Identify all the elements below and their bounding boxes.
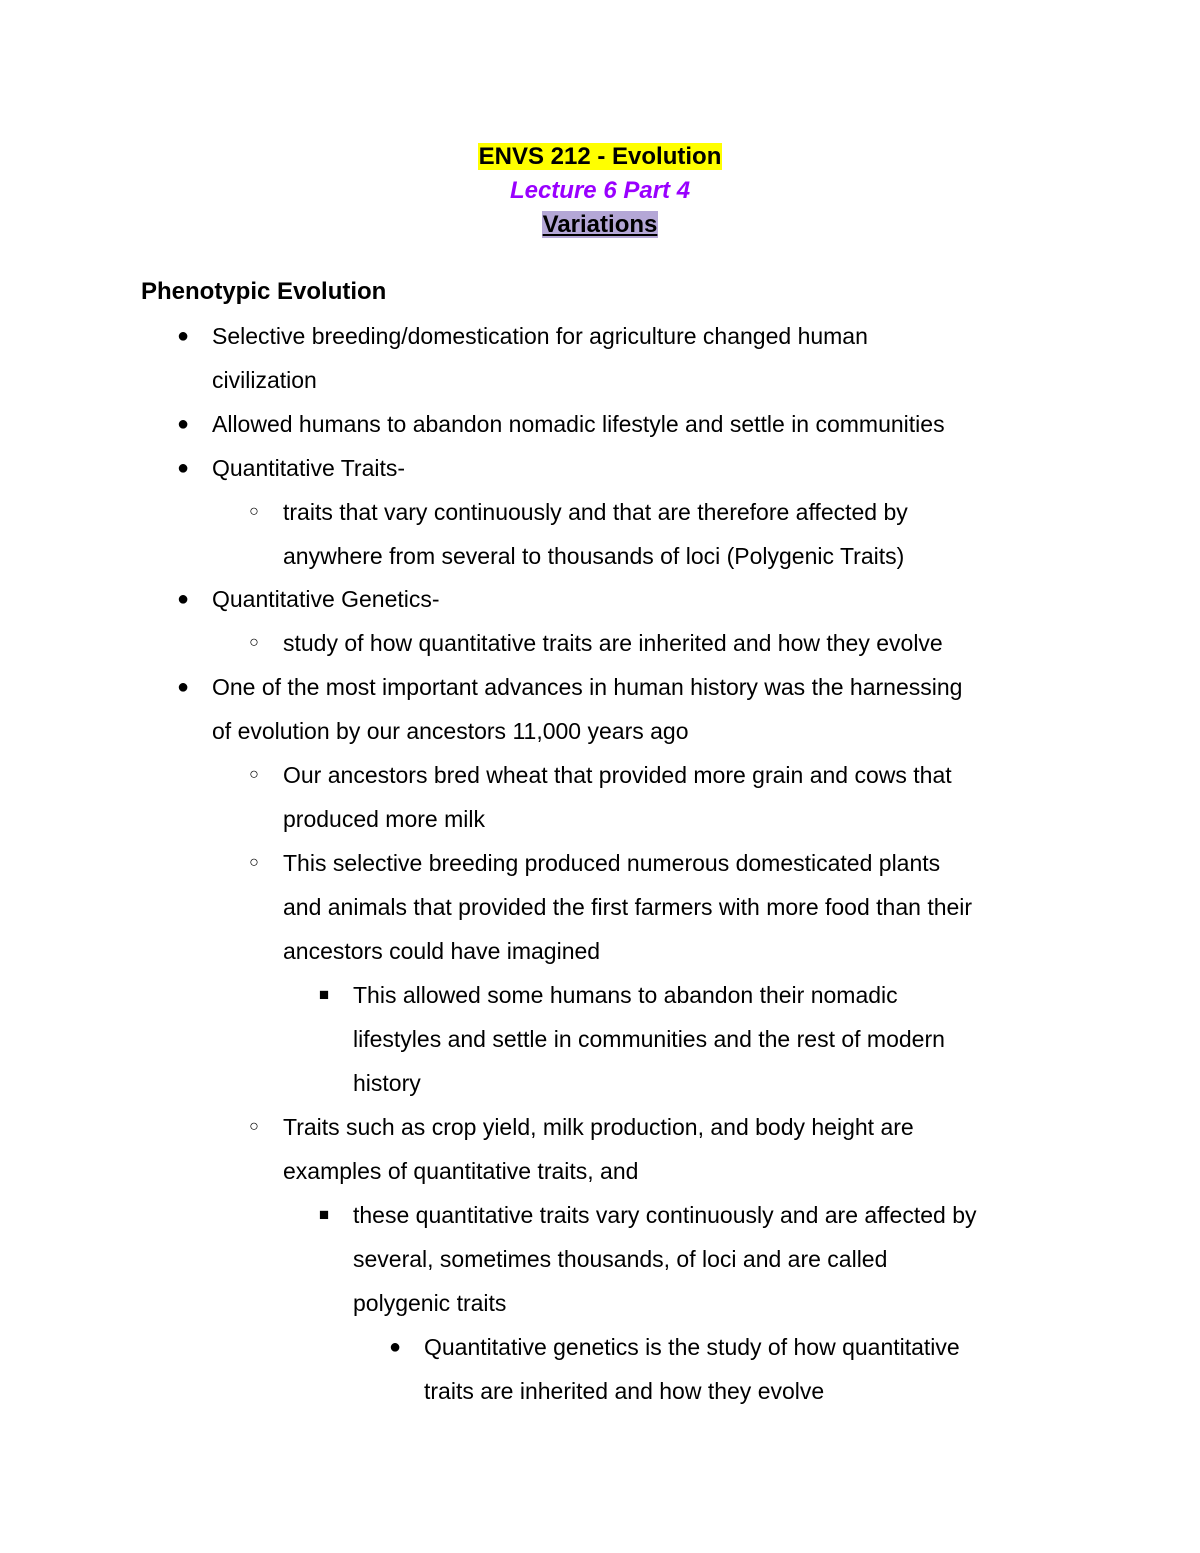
list-item: and animals that provided the first farmers with more food than their xyxy=(283,894,973,920)
list-item: Selective breeding/domestication for agriculture changed human xyxy=(212,323,868,349)
list-item: traits that vary continuously and that are therefore affected by xyxy=(283,499,908,525)
list-item: Quantitative Traits- xyxy=(212,455,406,481)
list-item: civilization xyxy=(212,367,317,393)
bullet-disc-icon: ● xyxy=(176,457,190,479)
bullet-circle-icon: ○ xyxy=(249,854,259,871)
list-item: Quantitative Genetics- xyxy=(212,586,440,612)
list-item: lifestyles and settle in communities and the rest of modern xyxy=(353,1026,945,1052)
bullet-disc-icon: ● xyxy=(176,325,190,347)
list-item: examples of quantitative traits, and xyxy=(283,1158,639,1184)
bullet-square-icon: ■ xyxy=(318,1205,330,1224)
bullet-square-icon: ■ xyxy=(318,985,330,1004)
list-item: produced more milk xyxy=(283,806,485,832)
list-item: One of the most important advances in human history was the harnessing xyxy=(212,674,963,700)
list-item: Our ancestors bred wheat that provided more grain and cows that xyxy=(283,762,952,788)
list-item: several, sometimes thousands, of loci and are called xyxy=(353,1246,888,1272)
section-heading: Phenotypic Evolution xyxy=(141,278,387,305)
topic-title: Variations xyxy=(542,211,658,238)
bullet-circle-icon: ○ xyxy=(249,1118,259,1135)
list-item: Allowed humans to abandon nomadic lifestyle and settle in communities xyxy=(212,411,945,437)
bullet-circle-icon: ○ xyxy=(249,503,259,520)
list-item: ancestors could have imagined xyxy=(283,938,601,964)
list-item: traits are inherited and how they evolve xyxy=(424,1378,825,1404)
list-item: study of how quantitative traits are inherited and how they evolve xyxy=(283,630,943,656)
title-block xyxy=(0,139,1200,241)
list-item: polygenic traits xyxy=(353,1290,507,1316)
list-item: This selective breeding produced numerous domesticated plants xyxy=(283,850,941,876)
bullet-disc-icon: ● xyxy=(176,676,190,698)
bullet-circle-icon: ○ xyxy=(249,766,259,783)
list-item: these quantitative traits vary continuously and are affected by xyxy=(353,1202,977,1228)
list-item: Quantitative genetics is the study of how quantitative xyxy=(424,1334,960,1360)
list-item: This allowed some humans to abandon their nomadic xyxy=(353,982,898,1008)
course-title: ENVS 212 - Evolution xyxy=(478,143,722,170)
list-item: anywhere from several to thousands of loci (Polygenic Traits) xyxy=(283,543,905,569)
list-item: Traits such as crop yield, milk production, and body height are xyxy=(283,1114,914,1140)
bullet-disc-icon: ● xyxy=(176,413,190,435)
list-item: of evolution by our ancestors 11,000 years ago xyxy=(212,718,689,744)
lecture-title: Lecture 6 Part 4 xyxy=(509,177,691,204)
bullet-disc-icon: ● xyxy=(176,588,190,610)
bullet-circle-icon: ○ xyxy=(249,634,259,651)
list-item: history xyxy=(353,1070,421,1096)
bullet-disc-icon: ● xyxy=(388,1336,402,1358)
